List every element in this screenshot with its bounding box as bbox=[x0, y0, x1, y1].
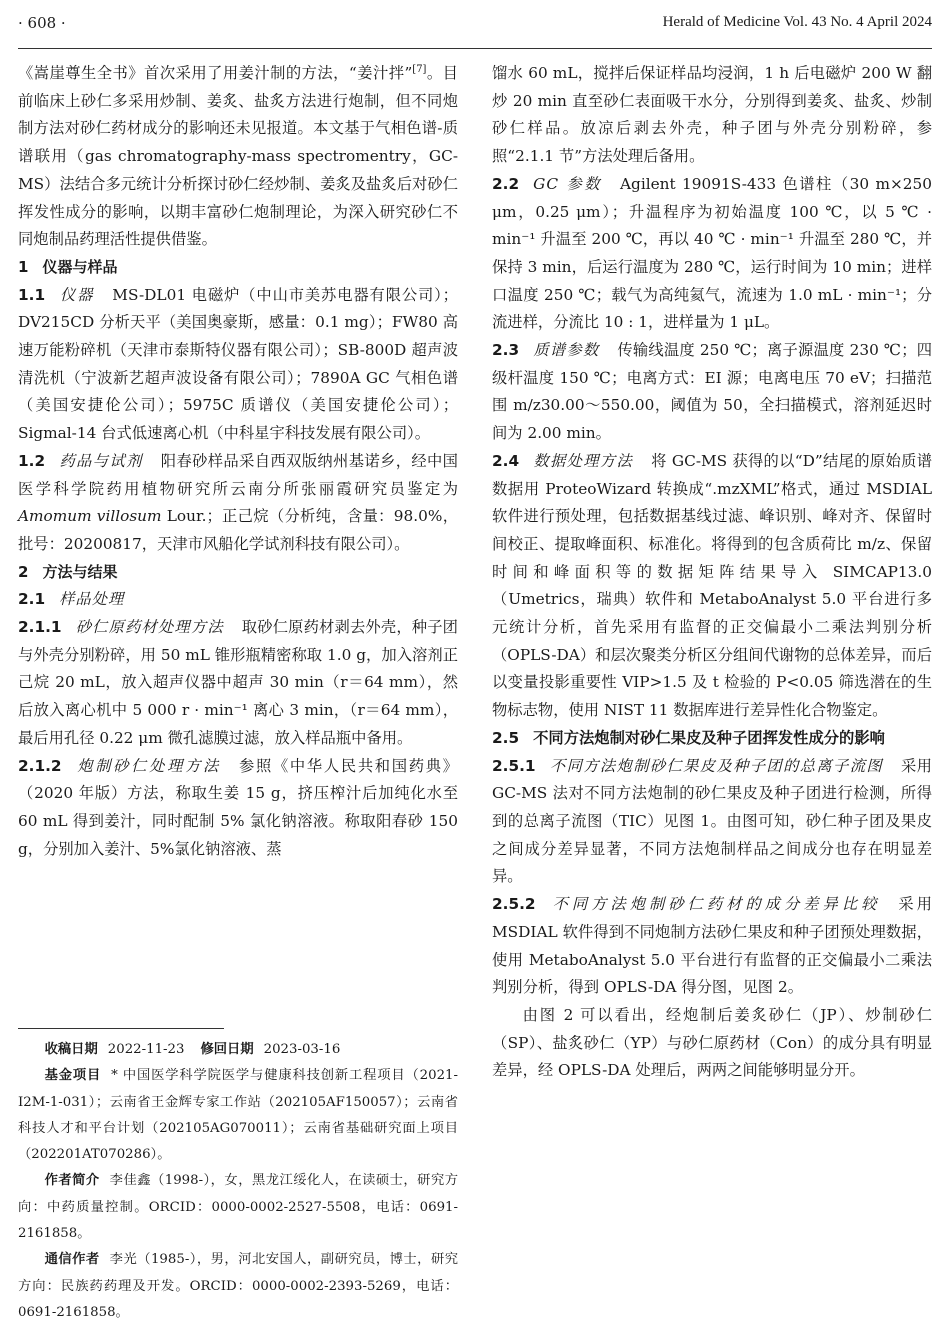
species-name: Amomum villosum bbox=[18, 507, 162, 526]
section-2-1-heading: 2.1 样品处理 bbox=[18, 590, 125, 609]
section-1-2: 1.2 药品与试剂 阳春砂样品采自西双版纳州基诺乡，经中国医学科学院药用植物研究所云南分所张丽霞研究员鉴定为Amomum villosum Lour.；正己烷（分析纯，含量：98.0%，批号：20200817，天津市风船化学试剂科技有限公司）。 bbox=[18, 451, 458, 553]
section-2-5-heading: 2.5 不同方法炮制对砂仁果皮及种子团挥发性成分的影响 bbox=[492, 728, 885, 747]
right-column bbox=[492, 60, 932, 1085]
citation-ref[interactable]: [7] bbox=[412, 63, 427, 75]
section-2-1-1: 2.1.1 砂仁原药材处理方法 取砂仁原药材剥去外壳，种子团与外壳分别粉碎，用 50 mL 锥形瓶精密称取 1.0 g，加入溶剂正己烷 20 mL，放入超声仪器中超声 30 min（r＝64 mm），然后放入离心机中 5 000 r · min⁻¹ 离心 3 min，（r＝64 mm），最后用孔径 0.22 μm 微孔滤膜过滤，放入样品瓶中备用。 bbox=[18, 618, 458, 747]
corresponding-note: 通信作者 李光（1985-），男，河北安国人，副研究员，博士，研究方向：民族药药理及开发。ORCID：0000-0002-2393-5269，电话：0691-2161858。 bbox=[18, 1252, 459, 1320]
dates-note: 收稿日期 2022-11-23 修回日期 2023-03-16 bbox=[44, 1042, 341, 1057]
section-2-3: 2.3 质谱参数 传输线温度 250 ℃；离子源温度 230 ℃；四级杆温度 150 ℃；电离方式：EI 源；电离电压 70 eV；扫描范围 m/z30.00～550.00，阈值为 50，全扫描模式，溶剂延迟时间为 2.00 min。 bbox=[492, 341, 932, 443]
continued-paragraph: 馏水 60 mL，搅拌后保证样品均浸润，1 h 后电磁炉 200 W 翻炒 20 min 直至砂仁表面吸干水分，分别得到姜炙、盐炙、炒制砂仁样品。放凉后剥去外壳，种子团与外壳分别粉碎，参照“2.1.1 节”方法处理后备用。 bbox=[492, 64, 932, 166]
section-2-1-2: 2.1.2 炮制砂仁处理方法 参照《中华人民共和国药典》（2020 年版）方法，称取生姜 15 g，挤压榨汁后加纯化水至 60 mL 得到姜汁，同时配制 5% 氯化钠溶液。称取阳春砂 150 g，分别加入姜汁、5%氯化钠溶液、蒸 bbox=[18, 756, 458, 858]
section-1-1: 1.1 仪器 MS-DL01 电磁炉（中山市美苏电器有限公司）；DV215CD 分析天平（美国奥豪斯，感量：0.1 mg）；FW80 高速万能粉碎机（天津市泰斯特仪器有限公司）；SB-800D 超声波清洗机（宁波新艺超声波设备有限公司）；7890A GC 气相色谱（美国安捷伦公司）；5975C 质谱仪（美国安捷伦公司）；Sigmal-14 台式低速离心机（中科星宇科技发展有限公司）。 bbox=[18, 285, 458, 443]
header-rule bbox=[18, 48, 932, 49]
section-2-5-2: 2.5.2 不同方法炮制砂仁药材的成分差异比较 采用 MSDIAL 软件得到不同炮制方法砂仁果皮和种子团预处理数据，使用 MetaboAnalyst 5.0 平台进行有监督的正交偏最小二乘法判别分析，得到 OPLS-DA 得分图，见图 2。 bbox=[492, 895, 932, 997]
footnote-rule bbox=[18, 1028, 224, 1029]
fund-note: 基金项目 * 中国医学科学院医学与健康科技创新工程项目（2021-I2M-1-031）；云南省王金辉专家工作站（202105AF150057）；云南省科技人才和平台计划（202105AG070011）；云南省基础研究面上项目（202201AT070286）。 bbox=[18, 1068, 458, 1163]
running-header bbox=[0, 6, 950, 36]
intro-paragraph: 《嵩崖尊生全书》首次采用了用姜汁制的方法，“姜汁拌”[7]。目前临床上砂仁多采用炒制、姜炙、盐炙方法进行炮制，但不同炮制方法对砂仁药材成分的影响还未见报道。本文基于气相色谱-质谱联用（gas chromatography-mass spectromentry，GC-MS）法结合多元统计分析探讨砂仁经炒制、姜炙及盐炙后对砂仁挥发性成分的影响，以期丰富砂仁炮制理论，为深入研究砂仁不同炮制品药理活性提供借鉴。 bbox=[18, 63, 458, 249]
page-number: · 608 · bbox=[18, 14, 66, 32]
final-paragraph: 由图 2 可以看出，经炮制后姜炙砂仁（JP）、炒制砂仁（SP）、盐炙砂仁（YP）与砂仁原药材（Con）的成分具有明显差异，经 OPLS-DA 处理后，两两之间能够明显分开。 bbox=[492, 1005, 932, 1080]
section-2-heading: 2 方法与结果 bbox=[18, 562, 118, 581]
section-2-5-1: 2.5.1 不同方法炮制砂仁果皮及种子团的总离子流图 采用 GC-MS 法对不同方法炮制的砂仁果皮及种子团进行检测，所得到的总离子流图（TIC）见图 1。由图可知，砂仁种子团及果皮之间成分差异显著，不同方法炮制样品之间成分也存在明显差异。 bbox=[492, 756, 932, 886]
section-2-2: 2.2 GC 参数 Agilent 19091S-433 色谱柱（30 m×250 μm，0.25 μm）；升温程序为初始温度 100 ℃，以 5 ℃ · min⁻¹ 升温至 200 ℃，再以 40 ℃ · min⁻¹ 升温至 280 ℃，并保持 3 min，后运行温度为 280 ℃，运行时间为 10 min；进样口温度 250 ℃；载气为高纯氦气，流速为 1.0 mL · min⁻¹；分流进样，分流比 10 : 1，进样量为 1 μL。 bbox=[492, 174, 932, 332]
author-note: 作者简介 李佳鑫（1998-），女，黑龙江绥化人，在读硕士，研究方向：中药质量控制。ORCID：0000-0002-2527-5508，电话：0691-2161858。 bbox=[18, 1173, 459, 1242]
footnotes bbox=[18, 1028, 458, 1326]
section-2-4: 2.4 数据处理方法 将 GC-MS 获得的以“D”结尾的原始质谱数据用 ProteoWizard 转换成“.mzXML”格式，通过 MSDIAL 软件进行预处理，包括数据基线过滤、峰识别、峰对齐、保留时间校正、提取峰面积、标准化。将得到的包含质荷比 m/z、保留时间和峰面积等的数据矩阵结果导入 SIMCAP13.0（Umetrics，瑞典）软件和 MetaboAnalyst 5.0 平台进行多元统计分析，首先采用有监督的正交偏最小二乘法判别分析（OPLS-DA）和层次聚类分析区分组间代谢物的总体差异，而后以变量投影重要性 VIP>1.5 及 t 检验的 P<0.05 筛选潜在的生物标志物，使用 NIST 11 数据库进行差异性化合物鉴定。 bbox=[492, 451, 932, 720]
journal-citation: Herald of Medicine Vol. 43 No. 4 April 2024 bbox=[662, 14, 932, 30]
left-column bbox=[18, 60, 458, 863]
section-1-heading: 1 仪器与样品 bbox=[18, 257, 118, 276]
